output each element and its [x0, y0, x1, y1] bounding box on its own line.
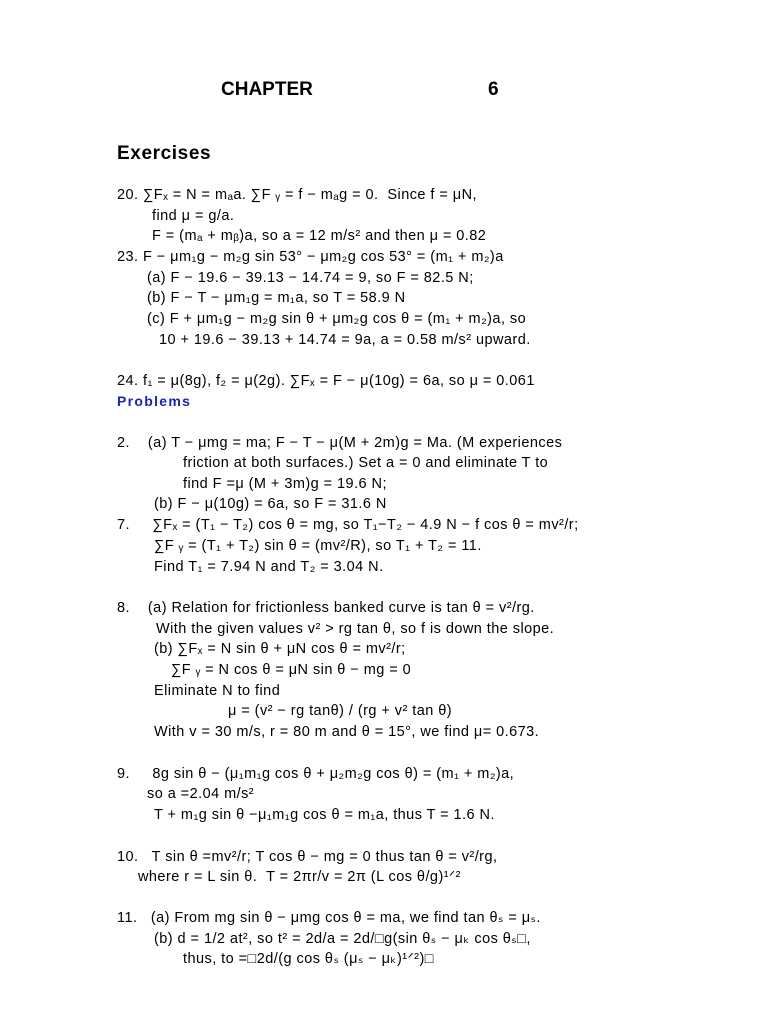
exercises-heading: Exercises	[117, 143, 212, 164]
problem-line: 7. ∑Fₓ = (T₁ − T₂) cos θ = mg, so T₁−T₂ − 4.9 N − f cos θ = mv²/r;	[117, 517, 579, 533]
problem-line: find F =μ (M + 3m)g = 19.6 N;	[183, 476, 387, 492]
problem-line: (b) d = 1/2 at², so t² = 2d/a = 2d/□g(sin θₛ − μₖ cos θₛ□,	[154, 931, 531, 947]
exercise-line: F = (mₐ + mᵦ)a, so a = 12 m/s² and then μ = 0.82	[152, 228, 487, 244]
exercise-line: 10 + 19.6 − 39.13 + 14.74 = 9a, a = 0.58 m/s² upward.	[159, 332, 531, 348]
problem-line: Eliminate N to find	[154, 683, 281, 699]
chapter-label: CHAPTER	[221, 79, 313, 100]
problem-line: (b) F − μ(10g) = 6a, so F = 31.6 N	[154, 496, 387, 512]
chapter-number: 6	[488, 79, 499, 100]
problem-line: (b) ∑Fₓ = N sin θ + μN cos θ = mv²/r;	[154, 641, 406, 657]
problem-line: thus, to =□2d/(g cos θₛ (μₛ − μₖ)¹ᐟ²)□	[183, 951, 434, 967]
exercise-line: 23. F − μm₁g − m₂g sin 53° − μm₂g cos 53° = (m₁ + m₂)a	[117, 249, 504, 265]
problem-line: 2. (a) T − μmg = ma; F − T − μ(M + 2m)g = Ma. (M experiences	[117, 435, 563, 451]
problem-line: 11. (a) From mg sin θ − μmg cos θ = ma, we find tan θₛ = μₛ.	[117, 910, 541, 926]
problem-line: so a =2.04 m/s²	[147, 786, 255, 802]
problem-line: 9. 8g sin θ − (μ₁m₁g cos θ + μ₂m₂g cos θ) = (m₁ + m₂)a,	[117, 766, 515, 782]
exercise-line: 24. f₁ = μ(8g), f₂ = μ(2g). ∑Fₓ = F − μ(10g) = 6a, so μ = 0.061	[117, 373, 535, 389]
exercise-line: (b) F − T − μm₁g = m₁a, so T = 58.9 N	[147, 290, 406, 306]
problem-line: ∑F ᵧ = N cos θ = μN sin θ − mg = 0	[171, 662, 412, 678]
exercise-line: (c) F + μm₁g − m₂g sin θ + μm₂g cos θ = (m₁ + m₂)a, so	[147, 311, 527, 327]
exercise-line: (a) F − 19.6 − 39.13 − 14.74 = 9, so F = 82.5 N;	[147, 270, 474, 286]
problem-line: friction at both surfaces.) Set a = 0 and eliminate T to	[183, 455, 549, 471]
exercise-line: 20. ∑Fₓ = N = mₐa. ∑F ᵧ = f − mₐg = 0. Since f = μN,	[117, 187, 477, 203]
problem-line: T + m₁g sin θ −μ₁m₁g cos θ = m₁a, thus T = 1.6 N.	[154, 807, 495, 823]
problem-line: Find T₁ = 7.94 N and T₂ = 3.04 N.	[154, 559, 384, 575]
problem-line: With v = 30 m/s, r = 80 m and θ = 15°, we find μ= 0.673.	[154, 724, 540, 740]
problems-heading: Problems	[117, 393, 192, 409]
problem-line: 8. (a) Relation for frictionless banked curve is tan θ = v²/rg.	[117, 600, 535, 616]
problem-line: μ = (v² − rg tanθ) / (rg + v² tan θ)	[228, 703, 453, 719]
exercise-line: find μ = g/a.	[152, 208, 235, 224]
problem-line: ∑F ᵧ = (T₁ + T₂) sin θ = (mv²/R), so T₁ + T₂ = 11.	[154, 538, 482, 554]
problem-line: With the given values v² > rg tan θ, so f is down the slope.	[156, 621, 555, 637]
problem-line: where r = L sin θ. T = 2πr/v = 2π (L cos θ/g)¹ᐟ²	[138, 869, 461, 885]
problem-line: 10. T sin θ =mv²/r; T cos θ − mg = 0 thus tan θ = v²/rg,	[117, 849, 498, 865]
